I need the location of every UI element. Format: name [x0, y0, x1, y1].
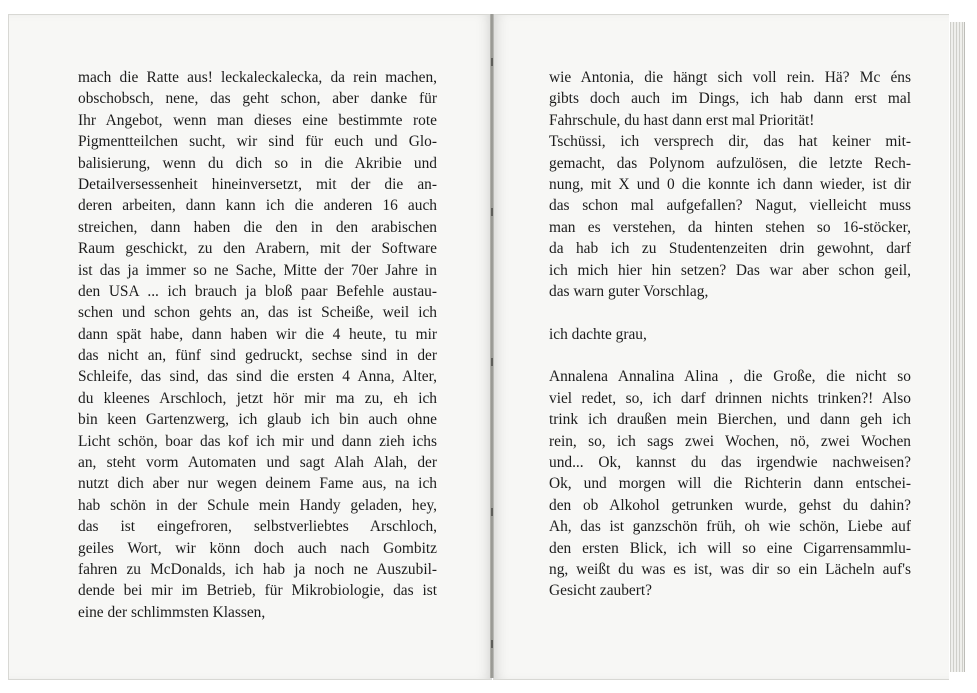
right-page-text [549, 67, 911, 602]
text-line: wie Antonia, die hängt sich voll rein. Hä? Mc éns [549, 69, 911, 86]
text-line: Tschüssi, ich versprech dir, das hat keiner mit- [549, 133, 911, 151]
binding-stitch [491, 208, 493, 216]
text-line: an, steht vorm Automaten und sagt Alah Alah, der [78, 454, 437, 472]
text-line: ich mich hier hin setzen? Das war aber schon geil, [549, 261, 911, 279]
right-page [493, 14, 949, 680]
page-edges [950, 22, 965, 672]
binding-stitch [491, 58, 493, 66]
text-line: Ah, das ist ganzschön früh, oh wie schön, Liebe auf [549, 518, 911, 536]
text-line: Ihr Angebot, wenn man dieses eine bestimmte rote [78, 111, 437, 129]
text-line: dann spät habe, dann haben wir die 4 heute, tu mir [78, 325, 437, 343]
text-line: eine der schlimmsten Klassen, [78, 603, 266, 621]
text-line: fahren zu McDonalds, ich hab ja noch ne Auszubil- [78, 560, 437, 578]
left-paragraph-2 [78, 538, 437, 624]
text-line: trink ich draußen mein Bierchen, und dann geh ich [549, 411, 911, 429]
right-paragraph-2 [549, 131, 911, 302]
text-line: Gesicht zaubert? [549, 582, 652, 600]
text-line: Raum geschickt, zu den Arabern, mit der Software [78, 240, 437, 258]
text-line: Detailversessenheit hineinversetzt, mit der die an- [78, 175, 437, 193]
text-line: dende bei mir im Betrieb, für Mikrobiologie, das ist [78, 582, 437, 600]
text-line: das ist eingefroren, selbstverliebtes Arschloch, [78, 518, 437, 536]
text-line: geiles Wort, wir könn doch auch nach Gombitz [78, 539, 437, 557]
text-line: deren arbeiten, dann kann ich die anderen 16 auch [78, 197, 437, 215]
right-paragraph-3 [549, 324, 911, 345]
text-line: gibts doch auch im Dings, ich hab dann erst mal [549, 90, 911, 108]
text-line: du kleenes Arschloch, jetzt hör mir ma zu, eh ich [78, 389, 437, 407]
text-line: nung, mit X und 0 die konnte ich dann wieder, ist dir [549, 175, 911, 193]
text-line: streichen, dann haben die den in den arabischen [78, 218, 437, 236]
paragraph-gap [549, 345, 911, 366]
left-page [8, 14, 492, 680]
text-line: hab schön in der Schule mein Handy geladen, hey, [78, 496, 437, 514]
text-line: da hab ich zu Studentenzeiten drin gewohnt, darf [549, 240, 911, 258]
text-line: das warn guter Vorschlag, [549, 282, 709, 300]
text-line: ng, weißt du was es ist, was dir so ein Lächeln auf's [549, 560, 911, 578]
text-line: schen und schon gehts an, das ist Scheiße, weil ich [78, 304, 437, 322]
binding-stitch [491, 508, 493, 516]
text-line: Schleife, das sind, das sind die ersten 4 Anna, Alter, [78, 368, 437, 386]
text-line: mach die Ratte aus! leckaleckalecka, da rein machen, [78, 69, 437, 86]
text-line: balisierung, wenn du dich so in die Akribie und [78, 154, 437, 172]
text-line: ich dachte grau, [549, 325, 647, 343]
text-line: den ersten Blick, ich will so eine Cigarrensammlu- [549, 539, 911, 557]
text-line: und... Ok, kannst du das irgendwie nachweisen? [549, 454, 911, 472]
text-line: nutzt dich aber nur wegen deinem Fame aus, na ich [78, 475, 437, 493]
text-line: obschobsch, nene, das geht schon, aber danke für [78, 90, 437, 108]
text-line: viel redet, so, ich darf drinnen nichts trinken?! Also [549, 389, 911, 407]
text-line: das schon mal aufgefallen? Nagut, vielleicht muss [549, 197, 911, 215]
text-line: gemacht, das Polynom aufzulösen, die letzte Rech- [549, 154, 911, 172]
left-paragraph-1 [78, 67, 437, 538]
text-line: ist das ja immer so ne Sache, Mitte der 70er Jahre in [78, 261, 437, 279]
left-page-text [78, 67, 437, 623]
right-paragraph-1 [549, 67, 911, 131]
text-line: den ob Alkohol getrunken wurde, gehst du dahin? [549, 496, 911, 514]
text-line: Fahrschule, du hast dann erst mal Priorität! [549, 111, 815, 129]
text-line: das nicht an, fünf sind gedruckt, sechse sind in der [78, 347, 437, 365]
binding-stitch [491, 640, 493, 648]
right-paragraph-4 [549, 366, 911, 601]
text-line: den USA ... ich brauch ja bloß paar Befehle austau- [78, 282, 437, 300]
text-line: Licht schön, boar das kof ich mir und dann zieh ichs [78, 432, 437, 450]
paragraph-gap [549, 302, 911, 323]
text-line: Ok, und morgen will die Richterin dann entschei- [549, 475, 911, 493]
text-line: rein, so, ich sags zwei Wochen, nö, zwei Wochen [549, 432, 911, 450]
text-line: Pigmentteilchen sucht, wir sind für euch und Glo- [78, 133, 437, 151]
text-line: bin keen Gartenzwerg, ich glaub ich bin auch ohne [78, 411, 437, 429]
text-line: Annalena Annalina Alina , die Große, die nicht so [549, 368, 911, 386]
text-line: man es verstehen, da hinten stehen so 16-stöcker, [549, 218, 911, 236]
binding-stitch [491, 358, 493, 366]
book-gutter [490, 14, 494, 678]
